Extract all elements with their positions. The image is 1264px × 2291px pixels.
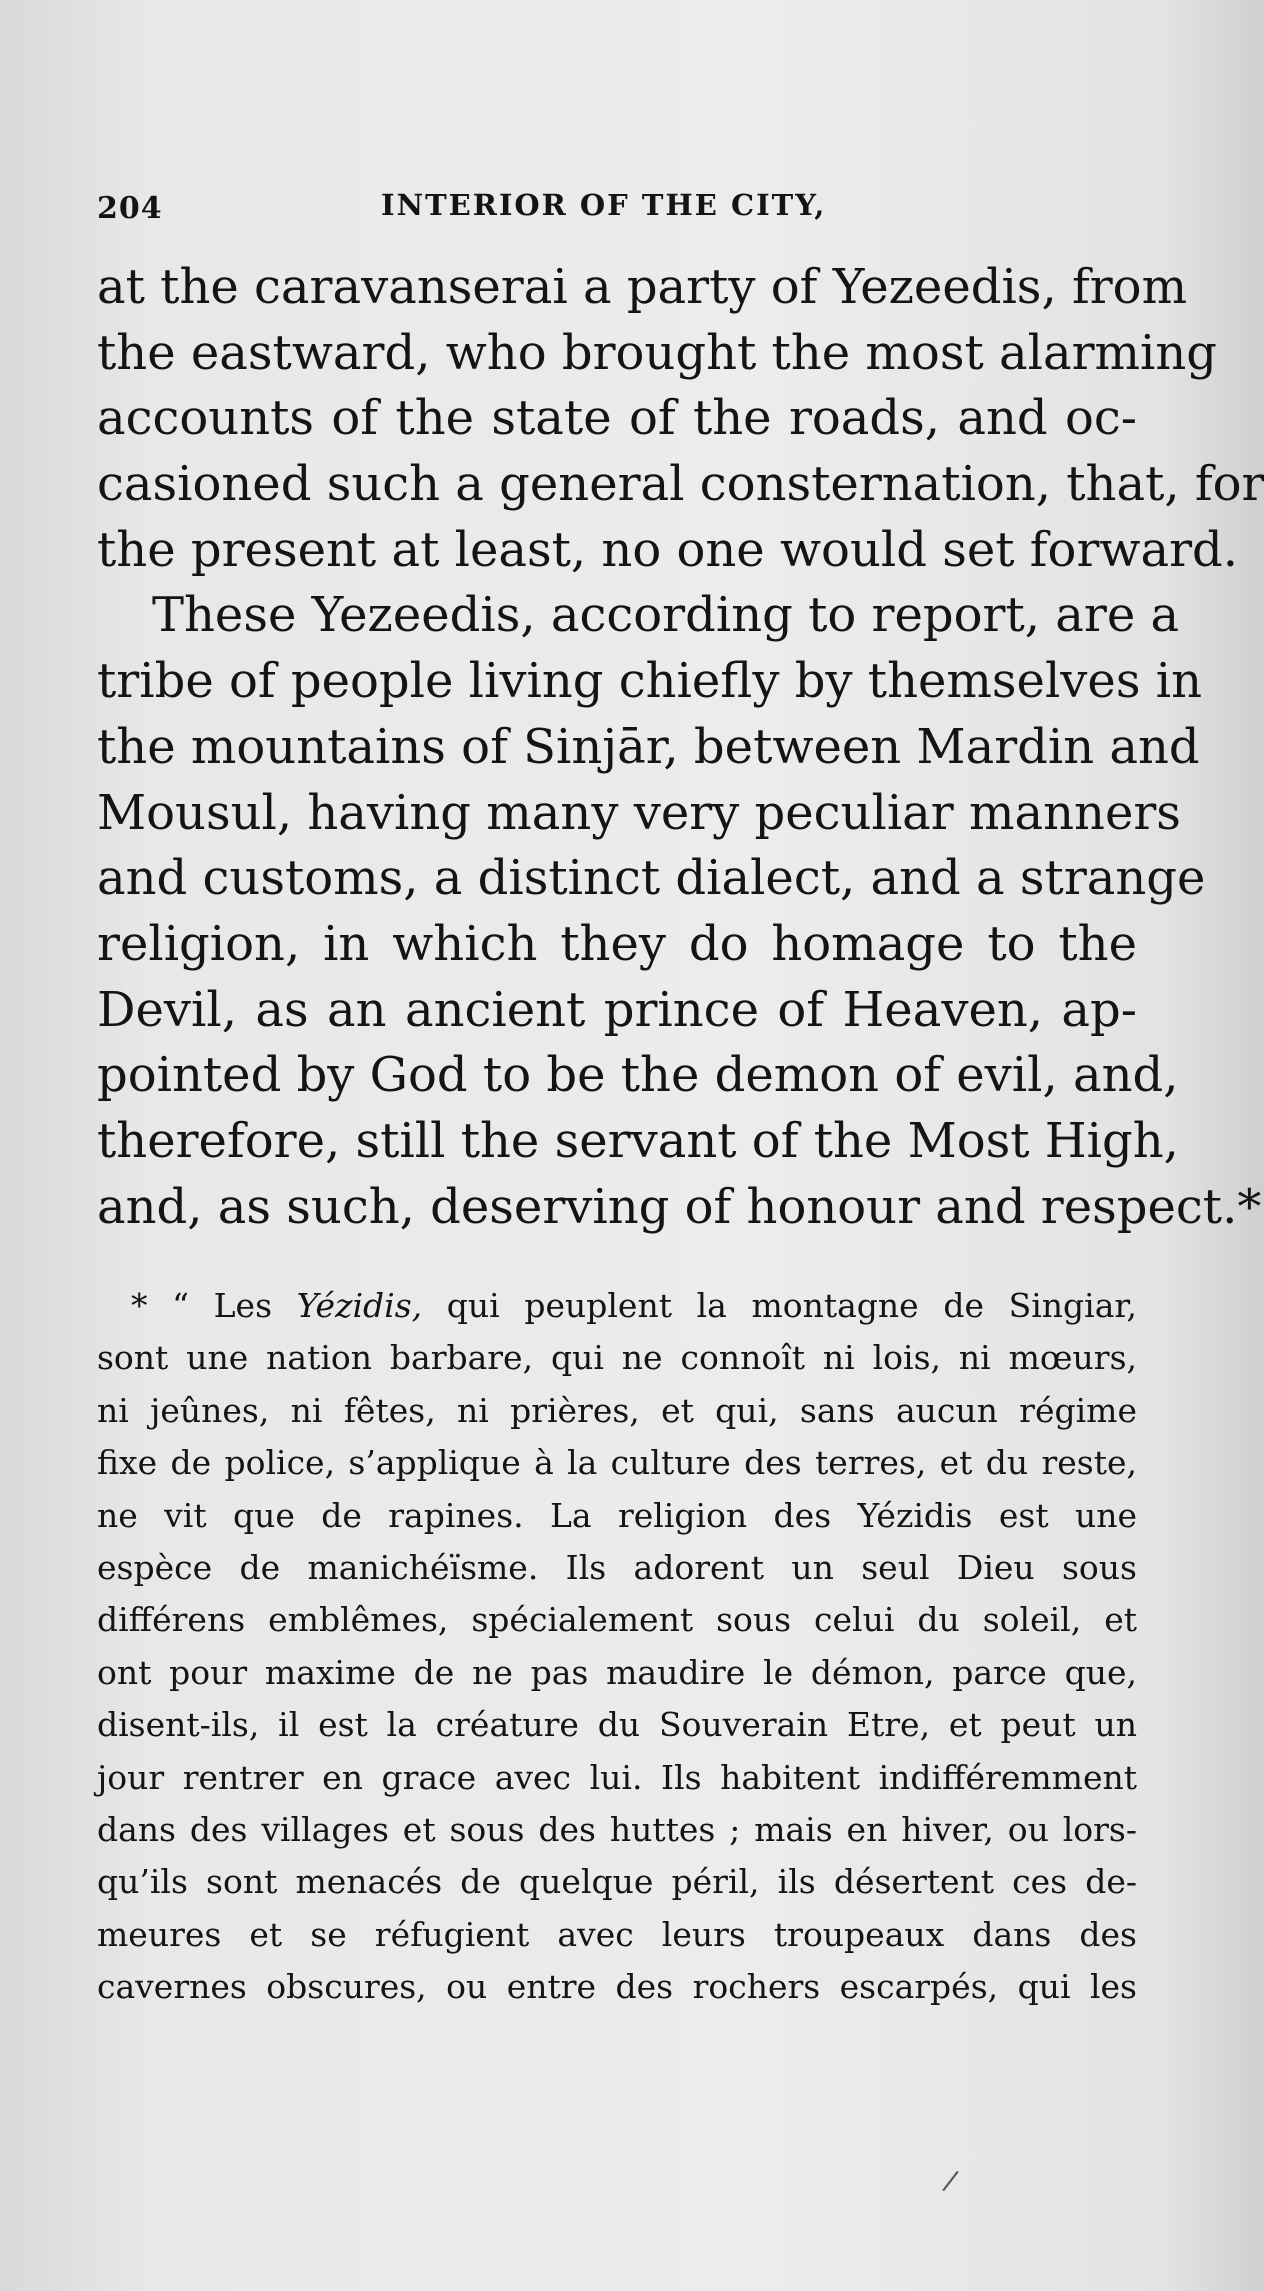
footnote-line: différens emblêmes, spécialement sous celui du soleil, et (97, 1600, 1137, 1640)
text-line: Mousul, having many very peculiar manners (97, 784, 1181, 841)
page-number: 204 (97, 191, 163, 226)
footnote-line (97, 1280, 1137, 1332)
text-line: These Yezeedis, according to report, are a (152, 587, 1180, 644)
footnote-line: dans des villages et sous des huttes ; mais en hiver, ou lors- (97, 1809, 1137, 1849)
text-line: casioned such a general consternation, that, for (97, 456, 1264, 513)
footnote-line: disent-ils, il est la créature du Souverain Etre, et peut un (97, 1705, 1137, 1745)
text-line: religion, in which they do homage to the (97, 915, 1137, 972)
text-line: tribe of people living chiefly by themselves in (97, 653, 1202, 710)
footnote-marker: * “ Les (131, 1286, 297, 1325)
footnote-first-line-rest: qui peuplent la montagne de Singiar, (422, 1286, 1138, 1325)
footnote-line: cavernes obscures, ou entre des rochers escarpés, qui les (97, 1967, 1137, 2007)
text-line: Devil, as an ancient prince of Heaven, ap- (97, 981, 1137, 1038)
footnote-line: ont pour maxime de ne pas maudire le démon, parce que, (97, 1652, 1137, 1692)
footnote-line: espèce de manichéïsme. Ils adorent un seul Dieu sous (97, 1547, 1137, 1587)
ink-mark: / (940, 2163, 961, 2198)
footnote-line: meures et se réfugient avec leurs troupeaux dans des (97, 1914, 1137, 1954)
main-text (97, 255, 1264, 1240)
footnote-line: fixe de police, s’applique à la culture des terres, et du reste, (97, 1443, 1137, 1483)
text-line: accounts of the state of the roads, and oc- (97, 390, 1137, 447)
text-line: and, as such, deserving of honour and respect.* (97, 1178, 1262, 1235)
running-title: INTERIOR OF THE CITY, (381, 188, 827, 222)
footnote-line: ne vit que de rapines. La religion des Yézidis est une (97, 1495, 1137, 1535)
footnote (97, 1280, 1137, 2013)
text-line: the eastward, who brought the most alarming (97, 324, 1218, 381)
text-line: the mountains of Sinjār, between Mardin and (97, 718, 1200, 775)
footnote-line: ni jeûnes, ni fêtes, ni prières, et qui, sans aucun régime (97, 1390, 1137, 1430)
footnote-line: sont une nation barbare, qui ne connoît ni lois, ni mœurs, (97, 1338, 1137, 1378)
text-line: therefore, still the servant of the Most High, (97, 1112, 1179, 1169)
running-head (97, 183, 1137, 233)
text-line: pointed by God to be the demon of evil, and, (97, 1047, 1179, 1104)
text-line: at the caravanserai a party of Yezeedis, from (97, 259, 1188, 315)
text-line: the present at least, no one would set forward. (97, 521, 1239, 578)
text-line: and customs, a distinct dialect, and a strange (97, 850, 1206, 907)
footnote-italic-word: Yézidis, (296, 1286, 423, 1325)
footnote-line: qu’ils sont menacés de quelque péril, ils désertent ces de- (97, 1862, 1137, 1902)
footnote-line: jour rentrer en grace avec lui. Ils habitent indifféremment (97, 1757, 1137, 1797)
